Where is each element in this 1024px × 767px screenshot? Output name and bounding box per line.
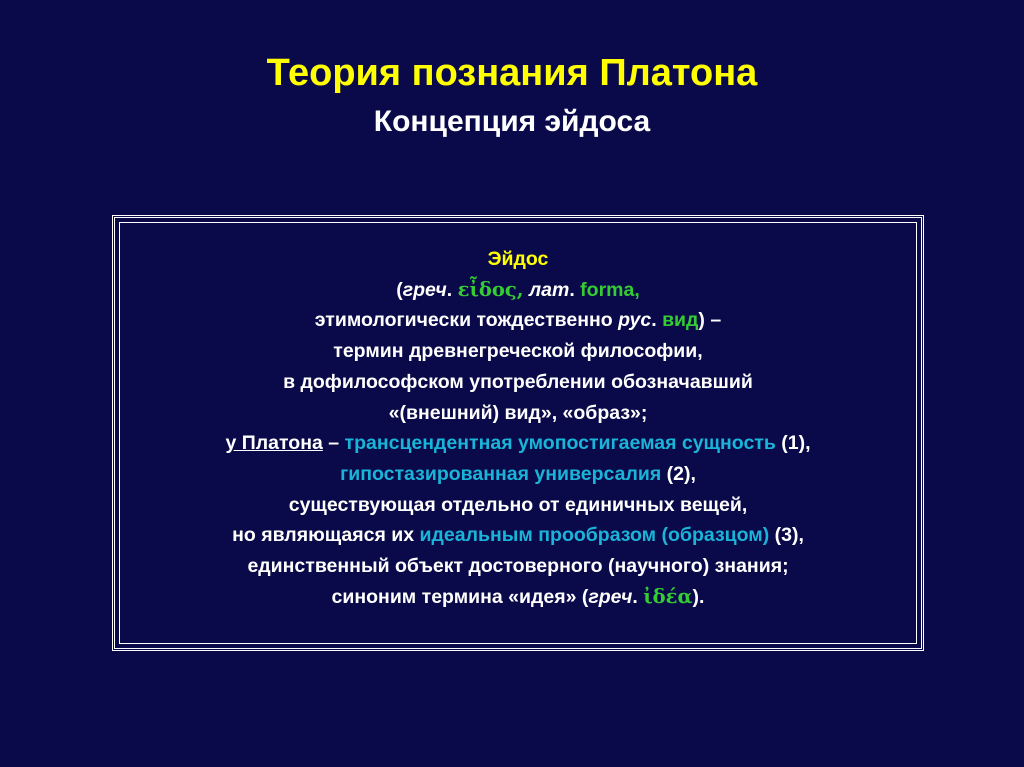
highlight-prototype: идеальным прообразом (образцом) — [419, 524, 770, 547]
definition-term: Эйдос — [487, 248, 549, 270]
dot: . — [632, 585, 644, 608]
text: синоним термина «идея» ( — [331, 585, 589, 608]
definition-line-plato — [115, 428, 921, 459]
text: (2), — [661, 462, 696, 485]
definition-line-12 — [115, 582, 921, 613]
definition-box — [112, 215, 924, 651]
text: ). — [692, 585, 705, 608]
greek-word-eidos: εἶδος, — [457, 277, 524, 301]
definition-line-10 — [115, 520, 921, 551]
highlight-universal: гипостазированная универсалия — [340, 462, 662, 485]
slide-subtitle: Концепция эйдоса — [373, 105, 651, 138]
text: этимологически тождественно — [314, 309, 619, 332]
text: (3), — [769, 524, 804, 547]
definition-text — [115, 244, 921, 612]
plato-label: у Платона — [225, 432, 323, 455]
definition-line-4: термин древнегреческой философии, — [333, 340, 703, 363]
text: но являющаяся их — [232, 524, 420, 547]
russian-abbr: рус — [618, 309, 652, 332]
greek-word-idea: ἰδέα — [643, 584, 693, 608]
text: ) – — [698, 309, 722, 332]
slide-title: Теория познания Платона — [266, 52, 758, 94]
definition-line-5: в дофилософском употреблении обозначавший — [283, 370, 753, 393]
greek-abbr: греч — [402, 278, 447, 301]
russian-word-vid: вид — [662, 309, 699, 332]
dash: – — [322, 432, 345, 455]
dot: . — [446, 278, 458, 301]
definition-line-9: существующая отдельно от единичных вещей, — [288, 493, 748, 516]
definition-line-8 — [115, 459, 921, 490]
latin-word-forma: forma, — [580, 278, 640, 301]
definition-line-11: единственный объект достоверного (научного) знания; — [247, 555, 789, 578]
dot: . — [651, 309, 663, 332]
definition-line-6: «(внешний) вид», «образ»; — [388, 401, 648, 424]
definition-line-russian — [115, 305, 921, 336]
highlight-essence: трансцендентная умопостигаемая сущность — [344, 432, 776, 455]
dot: . — [569, 278, 581, 301]
text: (1), — [775, 432, 811, 455]
paren-open: ( — [396, 278, 403, 301]
latin-abbr: лат — [529, 278, 570, 301]
definition-line-etymology — [115, 275, 921, 306]
greek-abbr: греч — [588, 585, 633, 608]
